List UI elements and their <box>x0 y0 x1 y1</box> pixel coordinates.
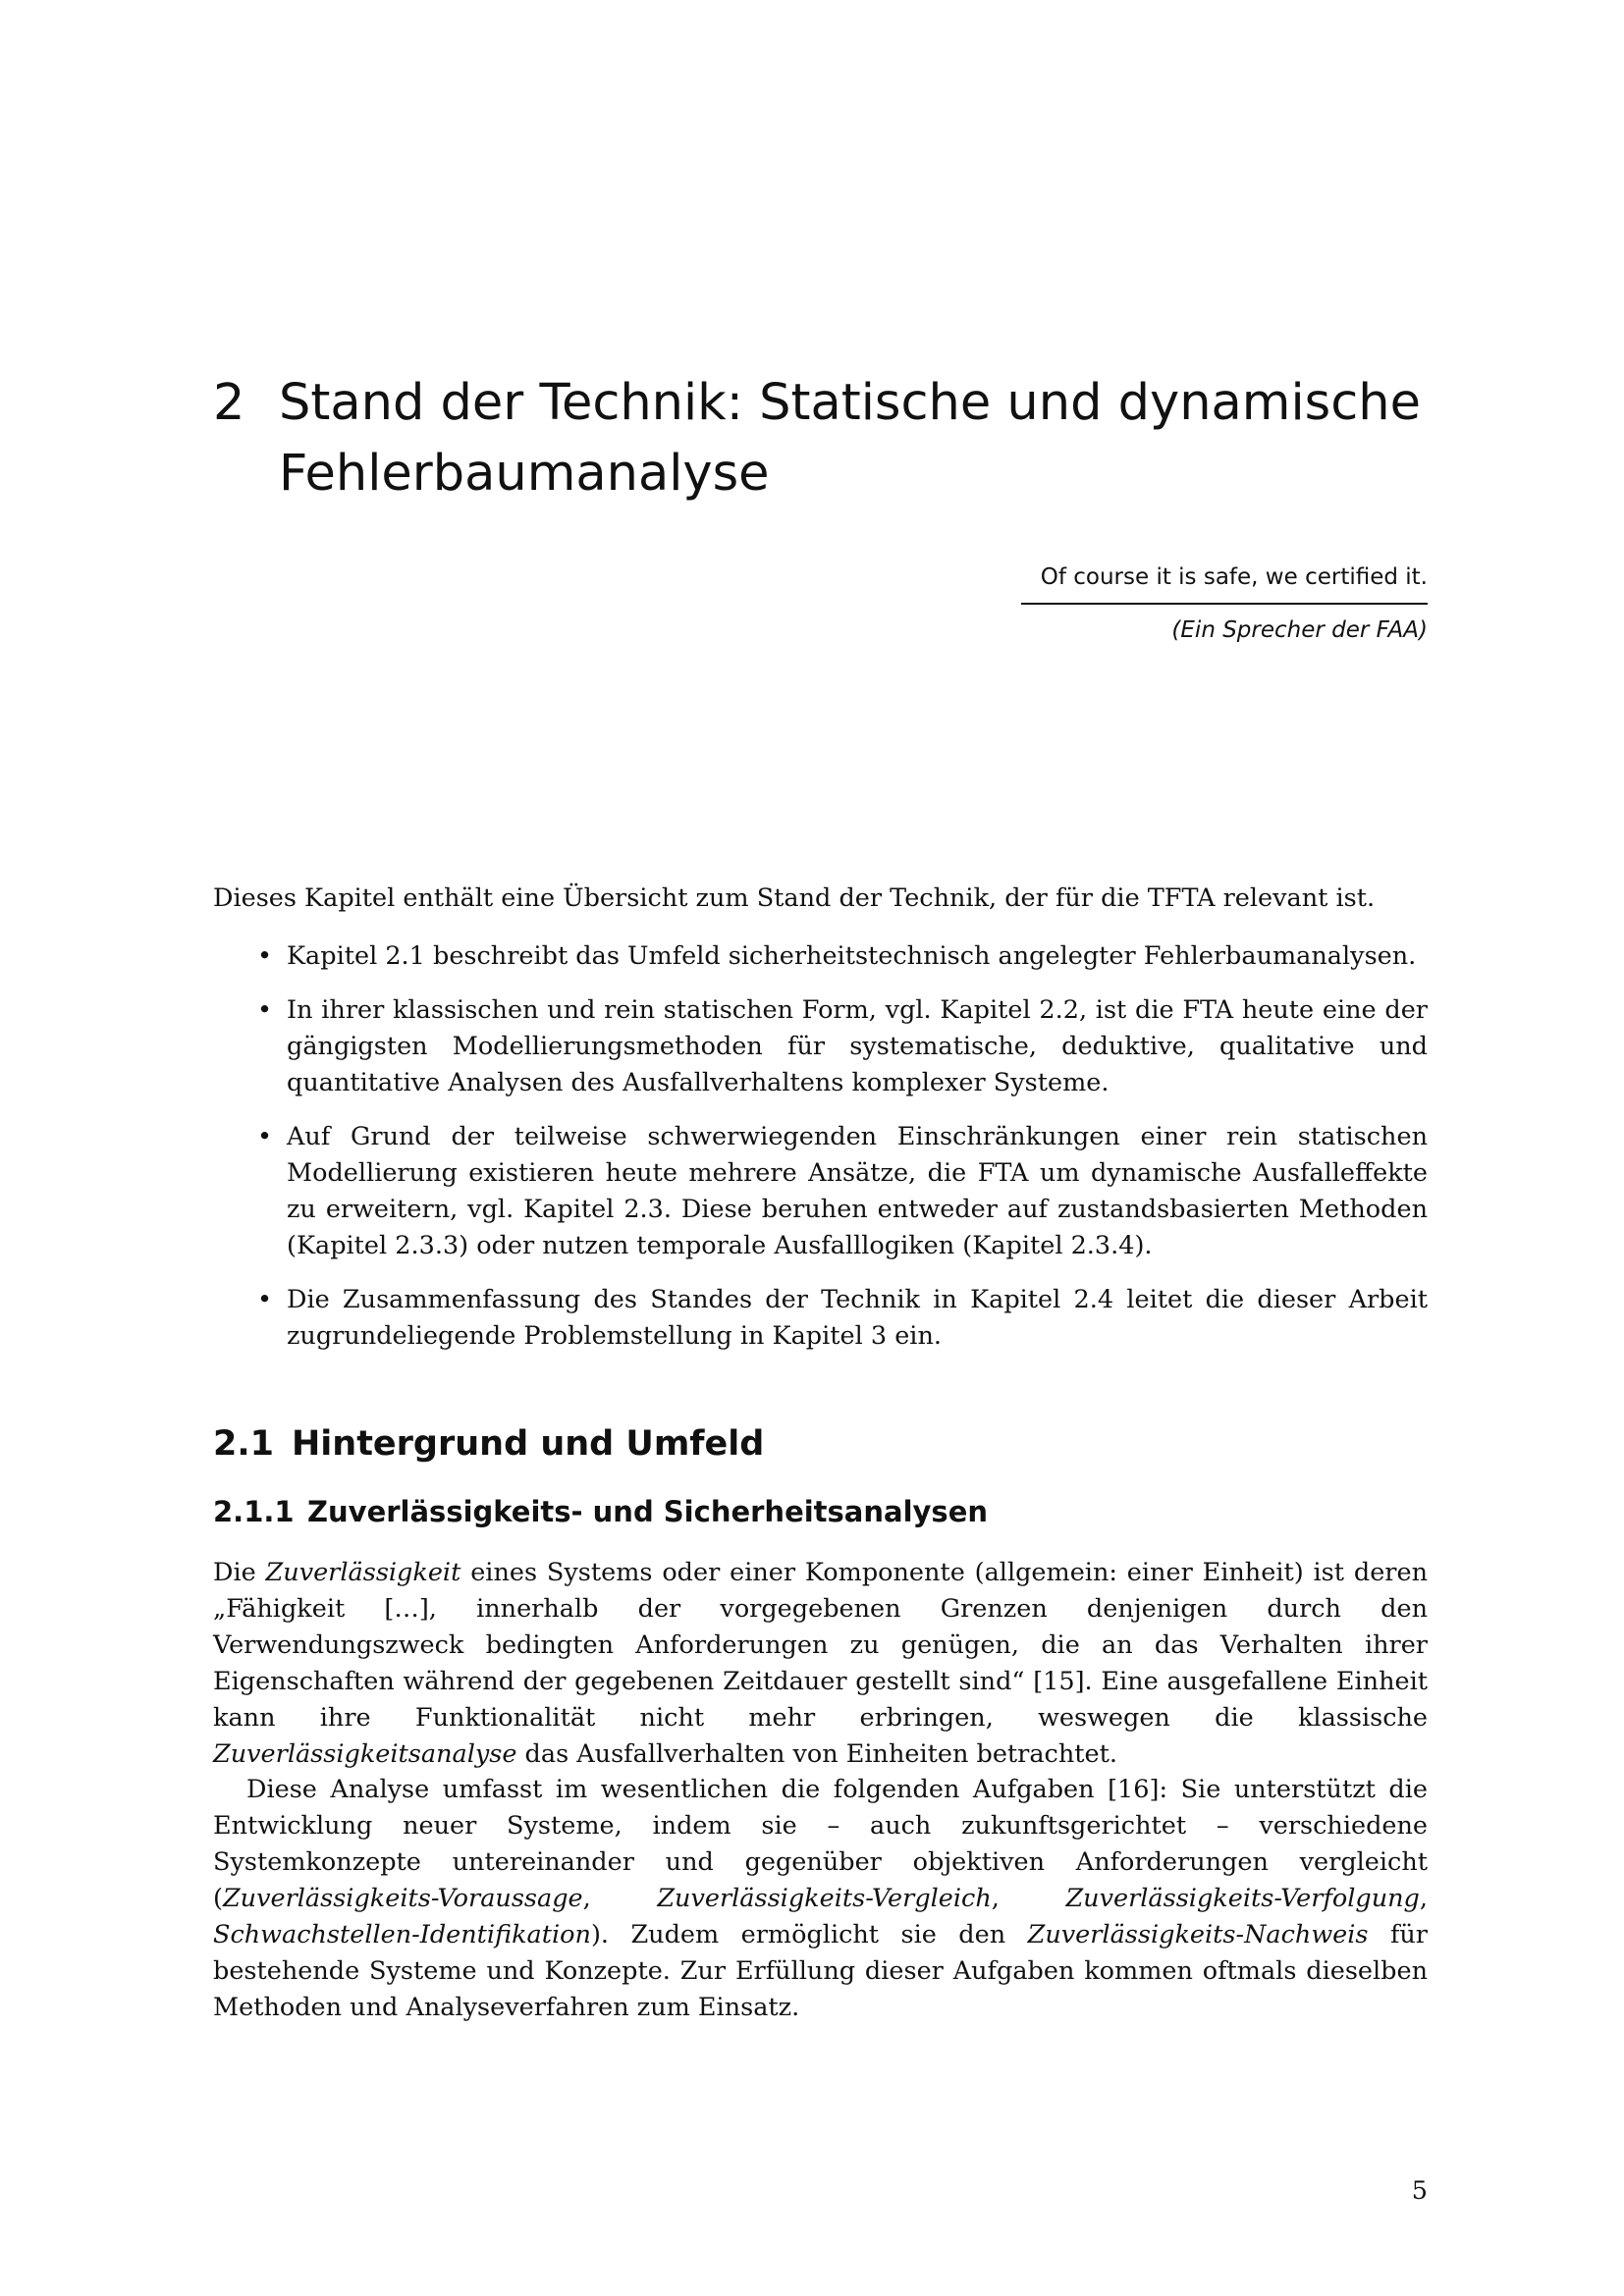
bullet-list <box>213 938 1428 1372</box>
list-item <box>213 992 1428 1101</box>
chapter-title-text: Stand der Technik: Statische und dynamische Fehlerbaumanalyse <box>279 374 1421 503</box>
subsection-heading <box>213 1492 988 1531</box>
section-title: Hintergrund und Umfeld <box>292 1424 765 1464</box>
text-run: eines Systems oder einer Komponente (allgemein: einer Einheit) ist deren „Fähigkeit […], innerhalb der vorgegebenen Grenzen denjenigen durch den Verwendungszweck bedingten Anforderungen zu genügen, die an das Verhalten ihrer Eigenschaften während der gegebenen Zeitdauer gestellt sind“ [15]. Eine ausgefallene Einheit kann ihre Funktionalität nicht mehr erbringen, weswegen die klassische <box>213 1558 1428 1733</box>
bullet-icon: • <box>257 995 273 1025</box>
list-item-text: Die Zusammenfassung des Standes der Technik in Kapitel 2.4 leitet die dieser Arbeit zugrundeliegende Problemstellung in Kapitel 3 ein. <box>287 1285 1428 1351</box>
epigraph <box>1021 561 1428 646</box>
emphasis-term: Zuverlässigkeits-Voraussage <box>222 1884 583 1913</box>
subsection-number: 2.1.1 <box>213 1495 295 1528</box>
list-item-text: In ihrer klassischen und rein statischen Form, vgl. Kapitel 2.2, ist die FTA heute eine der gängigsten Modellierungsmethoden für systematische, deduktive, qualitative und quantitative Analysen des Ausfallverhaltens komplexer Systeme. <box>287 995 1428 1097</box>
chapter-number: 2 <box>213 374 245 432</box>
section-heading <box>213 1420 764 1468</box>
section-number: 2.1 <box>213 1424 275 1464</box>
subsection-title: Zuverlässigkeits- und Sicherheitsanalysen <box>307 1495 989 1528</box>
emphasis-term: Zuverlässigkeitsanalyse <box>213 1739 517 1769</box>
bullet-icon: • <box>257 1285 273 1314</box>
intro-paragraph: Dieses Kapitel enthält eine Übersicht zum Stand der Technik, der für die TFTA relevant ist. <box>213 883 1376 913</box>
list-item <box>213 1119 1428 1264</box>
list-item-text: Auf Grund der teilweise schwerwiegenden Einschränkungen einer rein statischen Modellierung existieren heute mehrere Ansätze, die FTA um dynamische Ausfalleffekte zu erweitern, vgl. Kapitel 2.3. Diese beruhen entweder auf zustandsbasierten Methoden (Kapitel 2.3.3) oder nutzen temporale Ausfalllogiken (Kapitel 2.3.4). <box>287 1122 1428 1260</box>
list-item <box>213 1282 1428 1355</box>
emphasis-term: Zuverlässigkeits-Nachweis <box>1027 1920 1369 1949</box>
emphasis-term: Schwachstellen-Identifikation <box>213 1920 591 1949</box>
text-run: , <box>1419 1884 1428 1913</box>
paragraph-reliability-definition <box>213 1555 1428 1773</box>
emphasis-term: Zuverlässigkeits-Vergleich <box>657 1884 992 1913</box>
paragraph-analysis-tasks <box>213 1772 1428 2026</box>
list-item-text: Kapitel 2.1 beschreibt das Umfeld sicherheitstechnisch angelegter Fehlerbaumanalysen. <box>287 941 1417 971</box>
bullet-icon: • <box>257 1122 273 1151</box>
page-number: 5 <box>1411 2176 1428 2206</box>
epigraph-quote: Of course it is safe, we certified it. <box>1021 561 1428 605</box>
text-run: , <box>991 1884 1066 1913</box>
emphasis-term: Zuverlässigkeits-Verfolgung <box>1065 1884 1420 1913</box>
text-run: ). Zudem ermöglicht sie den <box>590 1920 1028 1949</box>
list-item <box>213 938 1428 975</box>
text-run: , <box>582 1884 658 1913</box>
text-run: Diese Analyse umfasst im wesentlichen die folgenden Aufgaben [16]: Sie unterstützt die Entwicklung neuer Systeme, indem sie – auch zukunftsgerichtet – verschiedene Systemkonzepte untereinander und gegenüber objektiven Anforderungen vergleicht ( <box>213 1775 1428 1913</box>
text-run: für bestehende Systeme und Konzepte. Zur Erfüllung dieser Aufgaben kommen oftmals dieselben Methoden und Analyseverfahren zum Einsatz. <box>213 1920 1428 2022</box>
emphasis-term: Zuverlässigkeit <box>265 1558 461 1587</box>
chapter-title <box>213 368 1489 509</box>
epigraph-source: (Ein Sprecher der FAA) <box>1171 617 1428 643</box>
text-run: das Ausfallverhalten von Einheiten betrachtet. <box>516 1739 1117 1769</box>
bullet-icon: • <box>257 941 273 971</box>
text-run: Die <box>213 1558 266 1587</box>
